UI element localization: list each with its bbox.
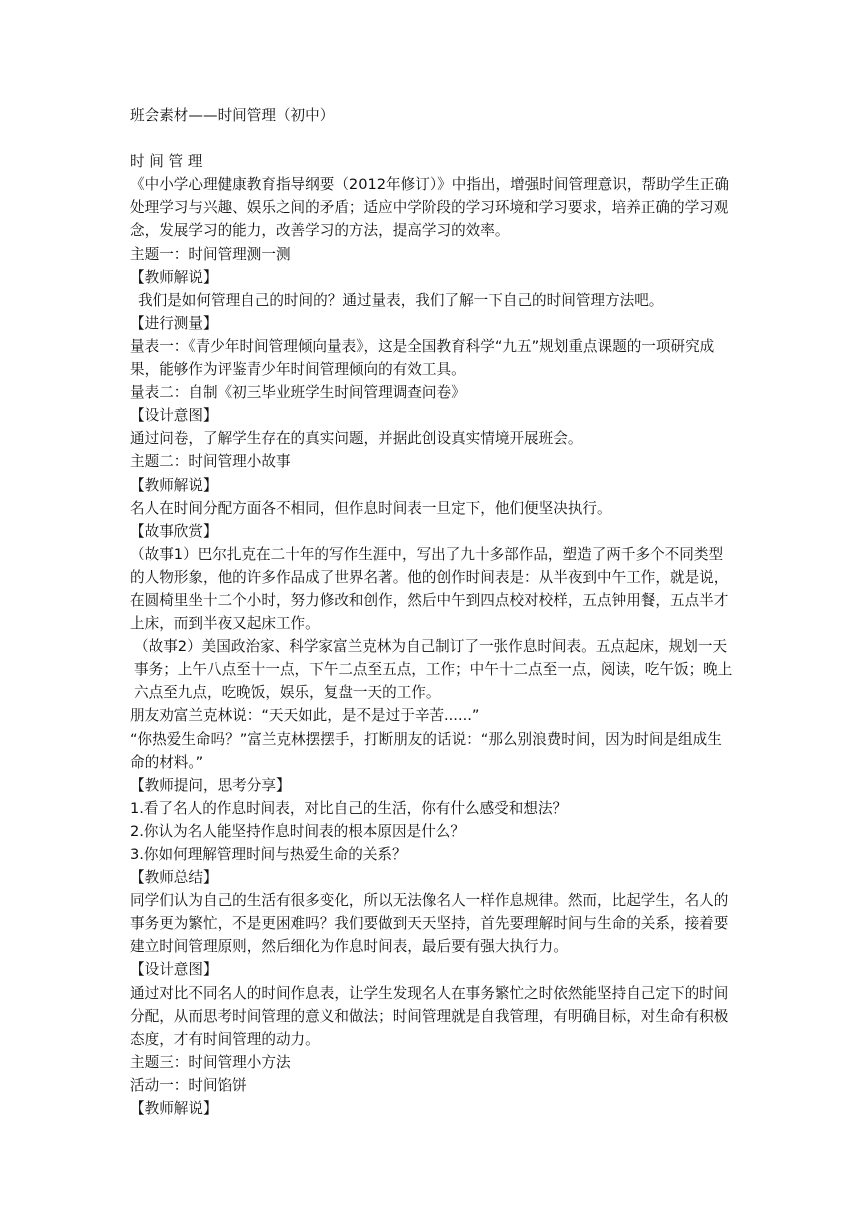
topic-heading-1: 主题一：时间管理测一测 (130, 245, 291, 263)
section-heading: 时 间 管 理 (130, 153, 203, 171)
document-title: 班会素材——时间管理（初中） (130, 107, 335, 124)
question-2: 2.你认为名人能坚持作息时间表的根本原因是什么？ (130, 822, 465, 840)
label-teacher-summary: 【教师总结】 (130, 869, 218, 887)
blank-line (130, 127, 733, 150)
label-teacher-explain-2: 【教师解说】 (130, 476, 218, 494)
label-design-intent-2: 【设计意图】 (130, 961, 218, 979)
paragraph-friend-advice: 朋友劝富兰克林说：“天天如此，是不是过于辛苦......” (130, 707, 480, 725)
paragraph-franklin-reply: “你热爱生命吗？”富兰克林摆摆手，打断朋友的话说：“那么别浪费时间，因为时间是组成生命的材料。” (130, 730, 722, 771)
paragraph-story-2: （故事2）美国政治家、科学家富兰克林为自己制订了一张作息时间表。五点起床，规划一天事务；上午八点至十一点，下午二点至五点，工作；中午十二点至一点，阅读，吃午饭；晚上六点至九点，吃晚饭，娱乐，复盘一天的工作。 (134, 638, 733, 702)
paragraph-teacher-summary: 同学们认为自己的生活有很多变化，所以无法像名人一样作息规律。然而，比起学生，名人的事务更为繁忙，不是更困难吗？我们要做到天天坚持，首先要理解时间与生命的关系，接着要建立时间管理原则，然后细化为作息时间表，最后要有强大执行力。 (130, 892, 729, 956)
paragraph-design-intent-2: 通过对比不同名人的时间作息表，让学生发现名人在事务繁忙之时依然能坚持自己定下的时间分配，从而思考时间管理的意义和做法；时间管理就是自我管理，有明确目标，对生命有积极态度，才有时间管理的动力。 (130, 984, 729, 1048)
paragraph-teacher-explain-1: 我们是如何管理自己的时间的？通过量表，我们了解一下自己的时间管理方法吧。 (138, 291, 664, 309)
label-story-appreciation: 【故事欣赏】 (130, 522, 218, 540)
label-measurement: 【进行测量】 (130, 314, 218, 332)
paragraph-scale-2: 量表二：自制《初三毕业班学生时间管理调查问卷》 (130, 384, 466, 402)
paragraph-intro: 《中小学心理健康教育指导纲要（2012年修订）》中指出，增强时间管理意识，帮助学生正确处理学习与兴趣、娱乐之间的矛盾；适应中学阶段的学习环境和学习要求，培养正确的学习观念，发展学习的能力，改善学习的方法，提高学习的效率。 (130, 176, 729, 240)
document-page (130, 104, 733, 1120)
activity-heading-1: 活动一：时间馅饼 (130, 1076, 247, 1094)
topic-heading-3: 主题三：时间管理小方法 (130, 1053, 291, 1071)
question-3: 3.你如何理解管理时间与热爱生命的关系？ (130, 846, 407, 863)
paragraph-story-1: （故事1）巴尔扎克在二十年的写作生涯中，写出了九十多部作品，塑造了两千多个不同类型的人物形象，他的许多作品成了世界名著。他的创作时间表是：从半夜到中午工作，就是说，在圆椅里坐十二个小时，努力修改和创作，然后中午到四点校对校样，五点钟用餐，五点半才上床，而到半夜又起床工作。 (130, 545, 729, 633)
question-1: 1.看了名人的作息时间表，对比自己的生活，你有什么感受和想法？ (130, 799, 568, 817)
label-teacher-questions: 【教师提问，思考分享】 (130, 776, 291, 794)
label-teacher-explain-1: 【教师解说】 (130, 268, 218, 286)
label-design-intent-1: 【设计意图】 (130, 407, 218, 425)
paragraph-scale-1: 量表一：《青少年时间管理倾向量表》，这是全国教育科学“九五”规划重点课题的一项研究成果，能够作为评鉴青少年时间管理倾向的有效工具。 (130, 337, 715, 379)
paragraph-teacher-explain-2: 名人在时间分配方面各不相同，但作息时间表一旦定下，他们便坚决执行。 (130, 499, 612, 517)
label-teacher-explain-3: 【教师解说】 (130, 1100, 218, 1118)
topic-heading-2: 主题二：时间管理小故事 (130, 453, 291, 471)
paragraph-design-intent-1: 通过问卷，了解学生存在的真实问题，并据此创设真实情境开展班会。 (130, 430, 583, 448)
